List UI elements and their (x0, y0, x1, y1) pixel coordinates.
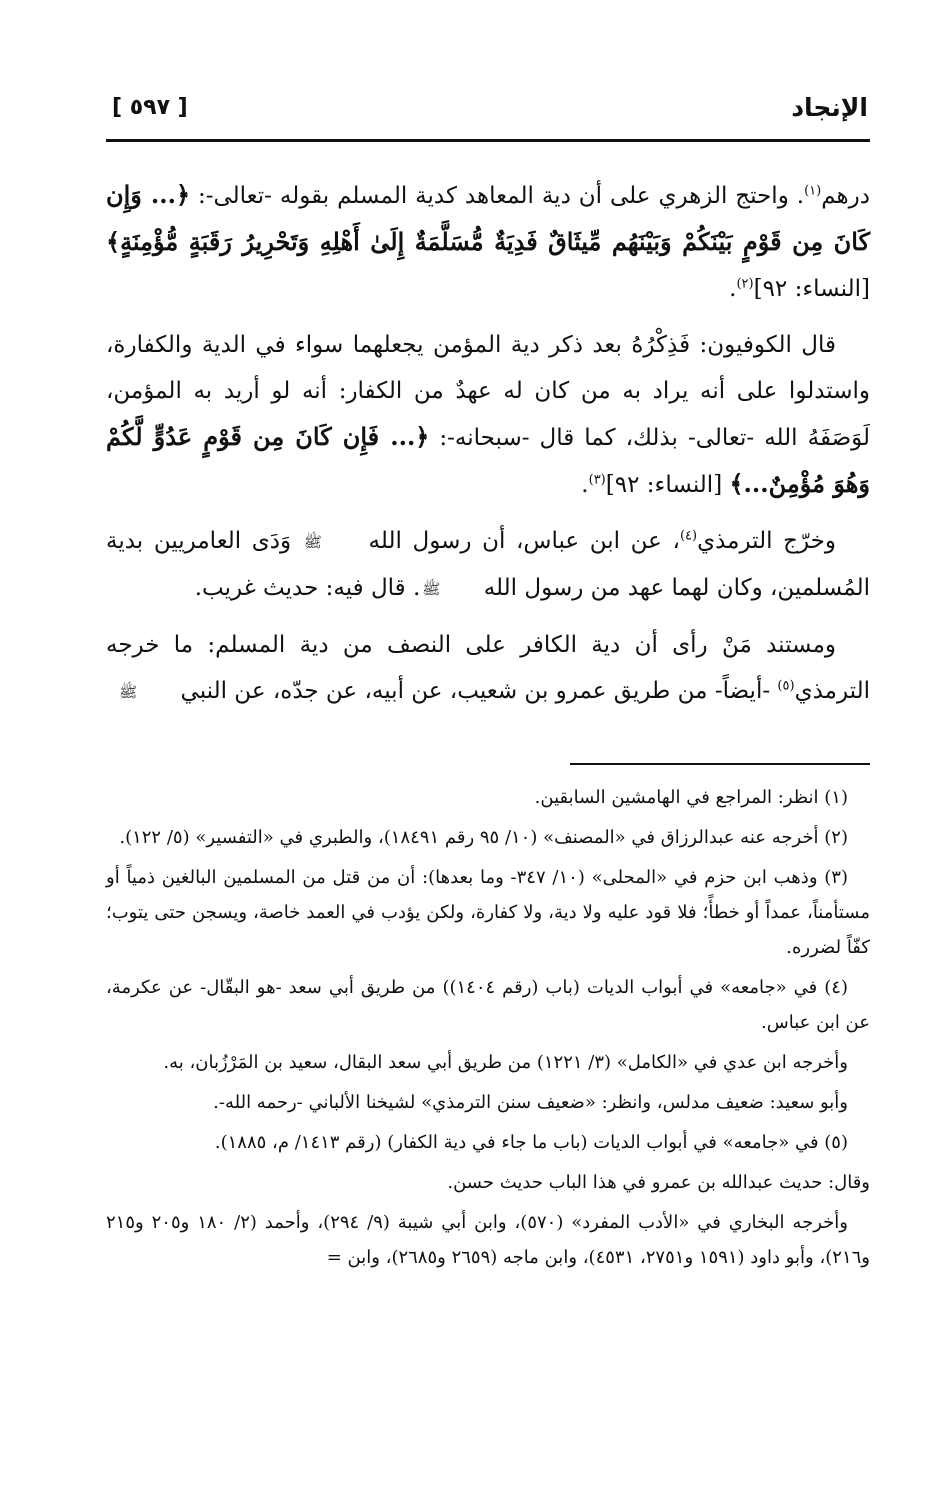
text: ، عن ابن عباس، أن رسول الله (357, 528, 680, 554)
text: . قال فيه: حديث غريب. (194, 575, 421, 601)
text: -أيضاً- من طريق عمرو بن شعيب، عن أبيه، عن جدّه، عن النبي (173, 678, 778, 704)
footnote-ref-5: (٥) (777, 678, 795, 694)
quran-verse: ﴿... فَإِن كَانَ مِن قَوْمٍ عَدُوٍّ لَّكُمْ وَهُوَ مُؤْمِنٌ...﴾ (106, 422, 870, 498)
header-rule (106, 139, 870, 142)
footnote-5-continued: وقال: حديث عبدالله بن عمرو في هذا الباب حديث حسن. (447, 1172, 870, 1193)
footnote-4-continued: وأبو سعيد: ضعيف مدلس، وانظر: «ضعيف سنن الترمذي» لشيخنا الألباني -رحمه الله-. (213, 1092, 848, 1113)
verse-citation: [النساء: ٩٢] (605, 472, 730, 498)
salawat-icon: ﷺ (422, 580, 441, 598)
salawat-icon: ﷺ (303, 533, 322, 551)
quran-verse: ﴿... وَإِن كَانَ مِن قَوْمٍ بَيْنَكُمْ وَبَيْنَهُم مِّيثَاقٌ فَدِيَةٌ مُّسَلَّمَةٌ إِلَىٰ أَهْلِهِ وَتَحْرِيرُ رَقَبَةٍ مُّؤْمِنَةٍ﴾ (106, 180, 870, 256)
paragraph-half-diya (106, 622, 870, 715)
footnote-ref-4: (٤) (679, 528, 698, 544)
text: وَدَى العامريين بدية المُسلمين، وكان لهما عهد من رسول الله (106, 528, 870, 601)
footnote-ref-3: (٣) (588, 472, 606, 488)
footnote-ref-1: (١) (804, 183, 822, 199)
footnote-1: (١) انظر: المراجع في الهامشين السابقين. (534, 787, 848, 808)
text: ومستند مَنْ رأى أن دية الكافر على النصف من دية المسلم: ما خرجه الترمذي (106, 632, 870, 704)
text: . (581, 472, 589, 498)
paragraph-zuhri (106, 172, 870, 312)
verse-citation: [النساء: ٩٢] (753, 276, 870, 302)
footnote-5-continued: وأخرجه البخاري في «الأدب المفرد» (٥٧٠)، وابن أبي شيبة (٩/ ٢٩٤)، وأحمد (٢/ ١٨٠ و٢٠٥ و٢١٥ و٢١٦)، وأبو داود (١٥٩١ و٢٧٥١، ٤٥٣١)، وابن ماجه (٢٦٥٩ و٢٦٨٥)، وابن = (106, 1212, 870, 1268)
text: قال الكوفيون: فَذِكْرُهُ بعد ذكر دية المؤمن يجعلهما سواء في الدية والكفارة، واستدلوا على أنه يراد به من كان له عهدٌ من الكفار: أنه لو أريد به المؤمن، لَوَصَفَهُ الله -تعالى- بذلك، كما قال -سبحانه-: (106, 332, 870, 451)
text: وخرّج الترمذي (697, 528, 836, 554)
paragraph-tirmidhi (106, 518, 870, 612)
text: . (729, 276, 737, 302)
main-text (106, 172, 870, 725)
page-number: [ ٥٩٧ ] (112, 95, 188, 120)
salawat-icon: ﷺ (119, 683, 138, 701)
footnote-ref-2: (٢) (736, 276, 754, 292)
paragraph-kufiyyun (106, 322, 870, 508)
footnote-5: (٥) في «جامعه» في أبواب الديات (باب ما جاء في دية الكفار) (رقم ١٤١٣/ م، ١٨٨٥). (214, 1132, 848, 1153)
footnote-3: (٣) وذهب ابن حزم في «المحلى» (١٠/ ٣٤٧- وما بعدها): أن من قتل من المسلمين البالغين ذمياً أو مستأمناً، عمداً أو خطأً؛ فلا قود عليه ولا دية، ولا كفارة، ولكن يؤدب في العمد خاصة، ويسجن حتى يتوب؛ كفّاً لضرره. (106, 867, 870, 958)
footnote-separator (570, 763, 870, 765)
footnote-4-continued: وأخرجه ابن عدي في «الكامل» (٣/ ١٢٢١) من طريق أبي سعد البقال، سعيد بن المَرْزُبان، به. (163, 1052, 848, 1073)
footnote-4: (٤) في «جامعه» في أبواب الديات (باب (رقم ١٤٠٤)) من طريق أبي سعد -هو البقّال- عن عكرمة، عن ابن عباس. (106, 977, 870, 1033)
page-header (106, 93, 870, 133)
running-title: الإنجاد (791, 93, 868, 122)
text: درهم (821, 183, 871, 209)
text: . واحتج الزهري على أن دية المعاهد كدية المسلم بقوله -تعالى-: (190, 183, 805, 209)
footnotes (106, 780, 870, 1280)
footnote-2: (٢) أخرجه عنه عبدالرزاق في «المصنف» (١٠/ ٩٥ رقم ١٨٤٩١)، والطبري في «التفسير» (٥/ ١٢٢). (119, 827, 848, 848)
